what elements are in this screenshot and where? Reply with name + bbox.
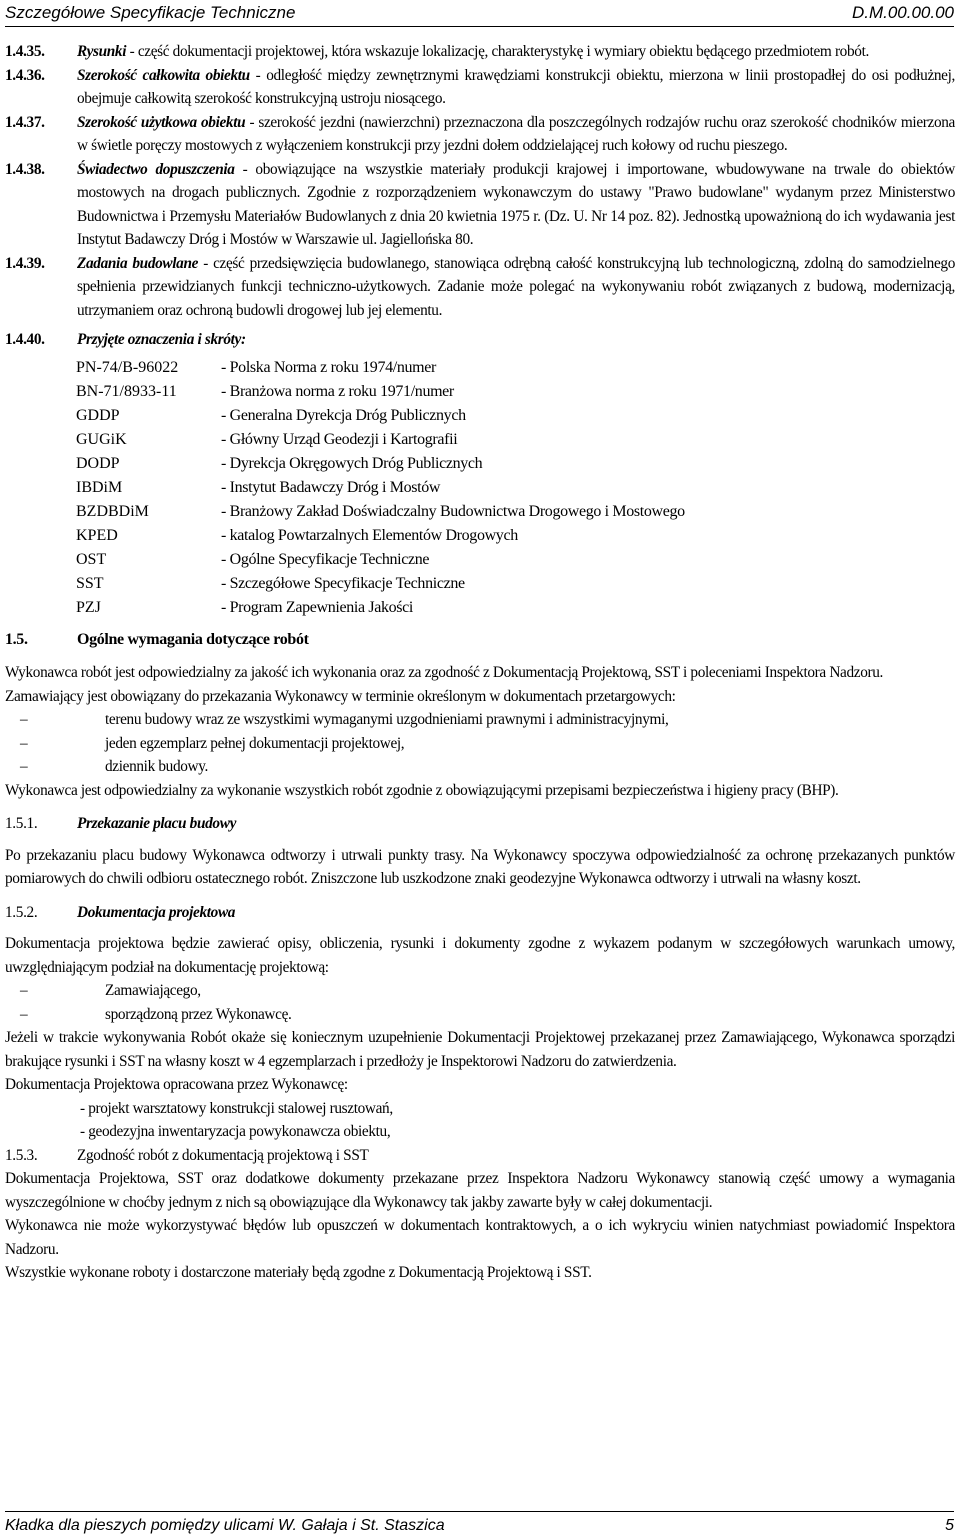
abbreviation-row — [76, 476, 685, 500]
abbreviation-meaning: - Branżowy Zakład Doświadczalny Budownictwa Drogowego i Mostowego — [221, 502, 685, 520]
section-title: Przekazanie placu budowy — [77, 815, 237, 832]
abbreviation-row — [76, 596, 685, 620]
abbreviation-row — [76, 524, 685, 548]
dash-list-text: terenu budowy wraz ze wszystkimi wymaganymi uzgodnieniami prawnymi i administracyjnymi, — [105, 711, 669, 728]
abbreviation-code: IBDiM — [76, 478, 123, 496]
section-1-5-3-heading — [5, 1144, 955, 1168]
definition-text — [77, 40, 955, 64]
definition-body: - szerokość jezdni (nawierzchni) przeznaczona dla poszczególnych rodzajów ruchu oraz szerokość chodników mierzona w świetle poręczy mostowych z wyłączeniem konstrukcji przy jezdni dołem oddzielającej ruch kołowy od ruchu pieszego. — [77, 113, 955, 154]
section-number: 1.5. — [5, 630, 28, 648]
abbreviation-meaning: - Branżowa norma z roku 1971/numer — [221, 382, 454, 400]
abbreviation-code: KPED — [76, 526, 118, 544]
dash-list-text: dziennik budowy. — [105, 758, 209, 775]
paragraph: Po przekazaniu placu budowy Wykonawca odtworzy i utrwali punkty trasy. Na Wykonawcy spoczywa odpowiedzialność za ochronę przekazanych punktów pomiarowych do chwili odbioru ostatecznego robót. Zniszczone lub uszkodzone znaki geodezyjne Wykonawca odtworzy i utrwali na własny koszt. — [5, 846, 955, 887]
abbreviation-meaning: - Program Zapewnienia Jakości — [221, 598, 414, 616]
section-1-5-2-heading — [5, 901, 955, 925]
section-number: 1.5.2. — [5, 903, 38, 921]
paragraph: Jeżeli w trakcie wykonywania Robót okaże się koniecznym uzupełnienie Dokumentacji Projektowej przekazanej przez Zamawiającego, Wykonawca sporządzi brakujące rysunki i SST na własny koszt w 4 egzemplarzach i przedłoży je Inspektorowi Nadzoru do zatwierdzenia. — [5, 1029, 955, 1070]
definition-term: Rysunki — [77, 43, 127, 60]
definition-term: Zadania budowlane — [77, 254, 199, 272]
dash-bullet: – — [20, 982, 28, 999]
definition-1-4-39 — [5, 252, 955, 323]
dash-bullet: – — [20, 734, 28, 752]
abbreviation-row — [76, 380, 685, 404]
abbreviation-row — [76, 572, 685, 596]
abbreviations-heading — [5, 328, 955, 352]
definition-term: Szerokość całkowita obiektu — [77, 66, 250, 84]
abbreviation-code: GDDP — [76, 406, 120, 424]
abbreviation-code: GUGiK — [76, 430, 127, 448]
abbreviation-row — [76, 452, 685, 476]
dash-bullet: – — [20, 758, 28, 775]
section-title: Dokumentacja projektowa — [77, 903, 236, 921]
abbreviation-meaning: - Szczegółowe Specyfikacje Techniczne — [221, 574, 465, 592]
definition-term: Szerokość użytkowa obiektu — [77, 113, 246, 131]
abbreviation-code: BZDBDiM — [76, 502, 149, 520]
paragraph: Zamawiający jest obowiązany do przekazania Wykonawcy w terminie określonym w dokumentach przetargowych: — [5, 687, 676, 705]
definition-number: 1.4.35. — [5, 43, 45, 60]
paragraph: Wykonawca robót jest odpowiedzialny za jakość ich wykonania oraz za zgodność z Dokumentacją Projektową, SST i poleceniami Inspektora Nadzoru. — [5, 664, 884, 681]
section-1-5-heading — [5, 628, 955, 652]
paragraph: Dokumentacja projektowa będzie zawierać opisy, obliczenia, rysunki i dokumenty zgodne z wykazem podanym w szczegółowych warunkach umowy, uwzględniającym podział na dokumentację projektową: — [5, 935, 955, 976]
header-code: D.M.00.00.00 — [851, 3, 954, 22]
abbreviation-meaning: - Główny Urząd Geodezji i Kartografii — [221, 430, 458, 448]
dash-bullet: – — [20, 711, 28, 728]
paragraph: Wykonawca nie może wykorzystywać błędów lub opuszczeń w dokumentach kontraktowych, a o ich wykryciu winien natychmiast powiadomić Inspektora Nadzoru. — [5, 1217, 955, 1258]
definition-body: - odległość między zewnętrznymi krawędziami konstrukcji obiektu, mierzona w linii prostopadłej do osi podłużnej, obejmuje całkowitą szerokość konstrukcyjną ustroju niosącego. — [77, 66, 955, 107]
abbreviation-row — [76, 428, 685, 452]
page-header — [5, 0, 954, 27]
dash-list-item — [5, 708, 955, 732]
dash-list — [5, 708, 955, 779]
page-number: 5 — [945, 1516, 954, 1534]
definition-text — [77, 111, 955, 158]
dash-list-item — [5, 979, 955, 1003]
abbreviation-code: BN-71/8933-11 — [76, 382, 177, 400]
definition-body: - część dokumentacji projektowej, która wskazuje lokalizację, charakterystykę i wymiary obiektu będącego przedmiotem robót. — [126, 43, 869, 60]
definition-text — [77, 252, 955, 323]
definition-1-4-37 — [5, 111, 955, 158]
abbreviations-number: 1.4.40. — [5, 331, 45, 348]
abbreviation-meaning: - Dyrekcja Okręgowych Dróg Publicznych — [221, 454, 483, 472]
list-item: - geodezyjna inwentaryzacja powykonawcza obiektu, — [80, 1123, 391, 1140]
page-footer — [5, 1511, 954, 1539]
abbreviation-meaning: - Generalna Dyrekcja Dróg Publicznych — [221, 406, 466, 424]
definition-1-4-38 — [5, 158, 955, 252]
abbreviations-title: Przyjęte oznaczenia i skróty: — [77, 331, 246, 348]
abbreviation-meaning: - Ogólne Specyfikacje Techniczne — [221, 550, 430, 568]
dash-bullet: – — [20, 1005, 28, 1023]
definition-number: 1.4.36. — [5, 66, 45, 84]
dash-list-text: jeden egzemplarz pełnej dokumentacji projektowej, — [105, 734, 405, 752]
definition-1-4-36 — [5, 64, 955, 111]
definition-term: Świadectwo dopuszczenia — [77, 160, 235, 178]
section-title: Zgodność robót z dokumentacją projektową i SST — [77, 1146, 369, 1164]
abbreviation-meaning: - Instytut Badawczy Dróg i Mostów — [221, 478, 441, 496]
abbreviation-code: PZJ — [76, 598, 101, 616]
document-body — [5, 40, 955, 1285]
abbreviation-meaning: - katalog Powtarzalnych Elementów Drogowych — [221, 526, 518, 544]
abbreviation-row — [76, 356, 685, 380]
abbreviation-code: PN-74/B-96022 — [76, 358, 179, 376]
abbreviation-row — [76, 404, 685, 428]
definition-number: 1.4.39. — [5, 254, 45, 272]
definition-text — [77, 64, 955, 111]
dash-list — [5, 979, 955, 1026]
dash-list-item — [5, 755, 955, 779]
definition-body: - część przedsięwzięcia budowlanego, stanowiąca odrębną całość konstrukcyjną lub technologiczną, zdolną do samodzielnego spełnienia przewidzianych funkcji techniczno-użytkowych. Zadanie może polegać na wykonywaniu robót związanych z budową, modernizacją, utrzymaniem oraz ochroną budowli drogowej lub jej elementu. — [77, 254, 955, 319]
abbreviation-row — [76, 548, 685, 572]
section-1-5-1-heading — [5, 812, 955, 836]
definition-text — [77, 158, 955, 252]
section-title: Ogólne wymagania dotyczące robót — [77, 630, 309, 648]
abbreviation-code: OST — [76, 550, 107, 568]
definition-number: 1.4.38. — [5, 160, 45, 178]
dash-list-item — [5, 1003, 955, 1027]
dash-list-text: Zamawiającego, — [105, 982, 201, 999]
definition-body: - obowiązujące na wszystkie materiały produkcji krajowej i importowane, wbudowywane na trwale do obiektów mostowych na drogach publicznych. Zgodnie z rozporządzeniem wykonawczym do ustawy "Prawo budowlane" wydanym przez Ministerstwo Budownictwa i Przemysłu Materiałów Budowlanych z dnia 20 kwietnia 1975 r. (Dz. U. Nr 14 poz. 82). Jednostką upoważnioną do ich wydawania jest Instytut Badawczy Dróg i Mostów w Warszawie ul. Jagiellońska 80. — [77, 160, 955, 248]
definition-1-4-35 — [5, 40, 955, 64]
dash-list-item — [5, 732, 955, 756]
section-number: 1.5.1. — [5, 815, 38, 832]
abbreviation-row — [76, 500, 685, 524]
header-title: Szczegółowe Specyfikacje Techniczne — [5, 3, 296, 22]
abbreviation-code: DODP — [76, 454, 120, 472]
paragraph: Wszystkie wykonane roboty i dostarczone materiały będą zgodne z Dokumentacją Projektową i SST. — [5, 1264, 592, 1281]
paragraph: Wykonawca jest odpowiedzialny za wykonanie wszystkich robót zgodnie z obowiązującymi przepisami bezpieczeństwa i higieny pracy (BHP). — [5, 781, 839, 799]
dash-list-text: sporządzoną przez Wykonawcę. — [105, 1005, 292, 1023]
paragraph: Dokumentacja Projektowa, SST oraz dodatkowe dokumenty przekazane przez Inspektora Nadzoru Wykonawcy stanowią część umowy a wymagania wyszczególnione w choćby jednym z nich są obowiązujące dla Wykonawcy tak jakby zawarte były w całej dokumentacji. — [5, 1170, 955, 1211]
abbreviation-code: SST — [76, 574, 104, 592]
definition-number: 1.4.37. — [5, 113, 45, 131]
paragraph: Dokumentacja Projektowa opracowana przez Wykonawcę: — [5, 1076, 348, 1093]
abbreviation-meaning: - Polska Norma z roku 1974/numer — [221, 358, 436, 376]
footer-title: Kładka dla pieszych pomiędzy ulicami W. Gałaja i St. Staszica — [5, 1516, 445, 1534]
section-number: 1.5.3. — [5, 1146, 38, 1164]
list-item: - projekt warsztatowy konstrukcji stalowej rusztowań, — [80, 1099, 393, 1117]
abbreviations-table — [76, 356, 685, 620]
